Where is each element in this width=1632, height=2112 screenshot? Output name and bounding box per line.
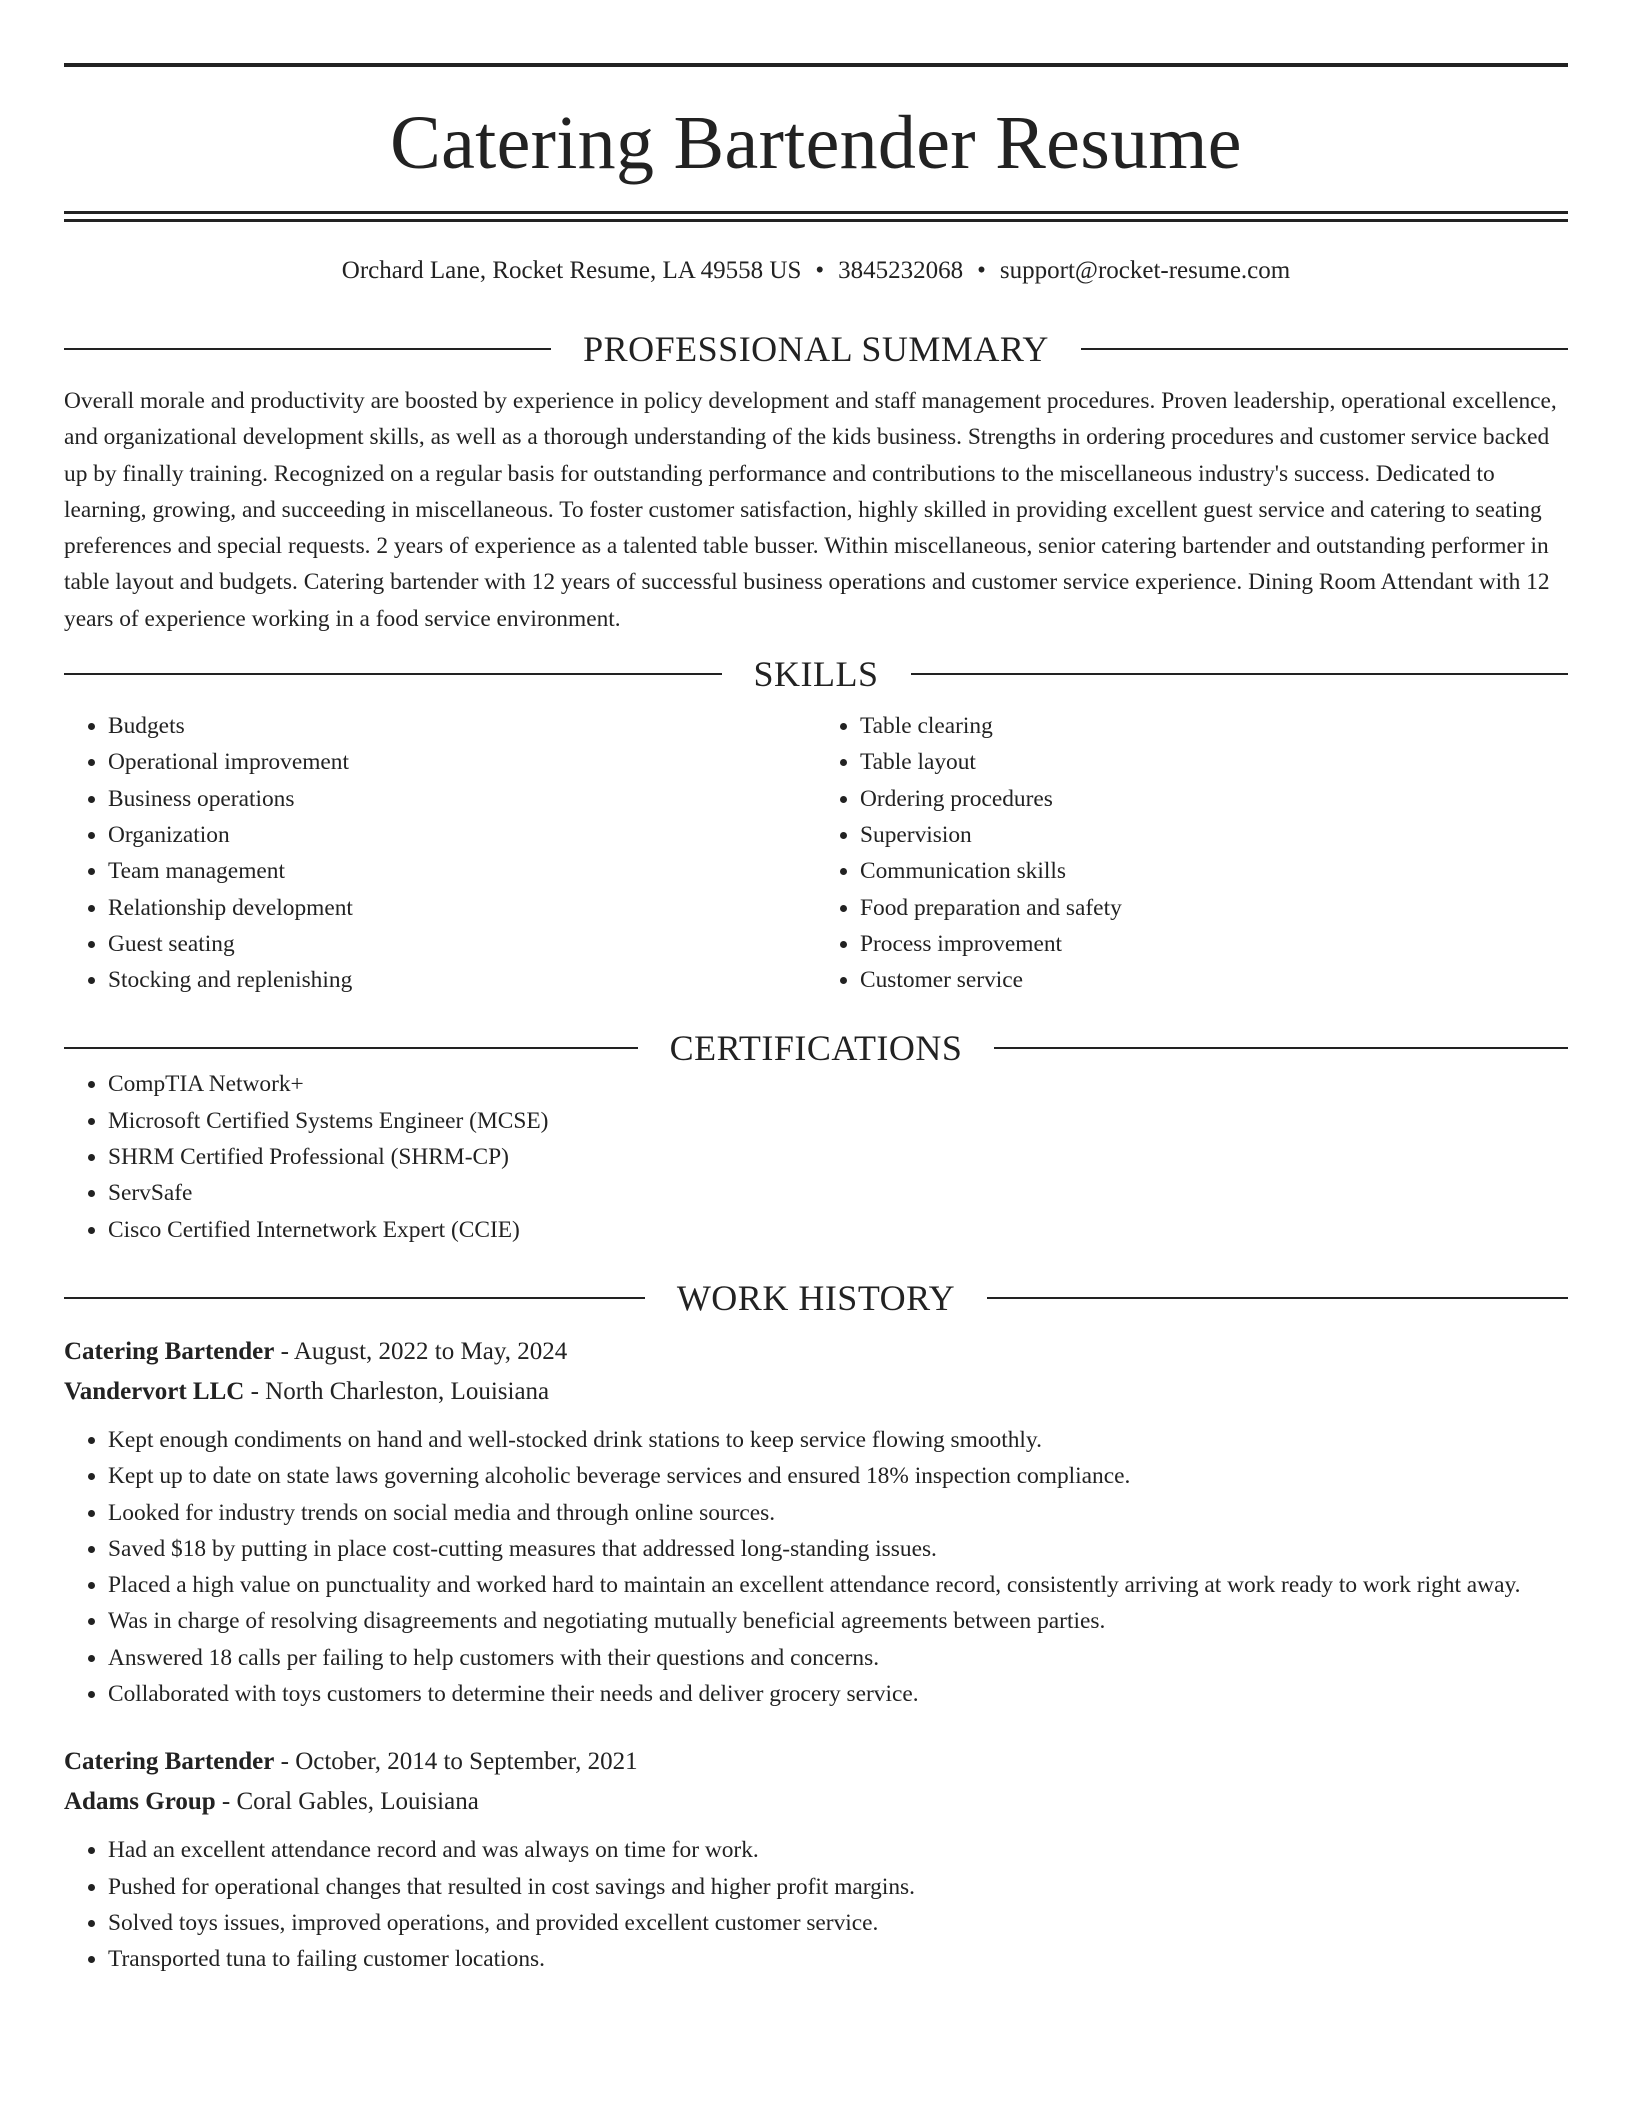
job-bullet: • Saved $18 by putting in place cost-cutting measures that addressed long-standing issues. [108,1531,1568,1567]
job-title-line [64,1332,1568,1372]
skills-heading: SKILLS [753,654,879,695]
contact-line [64,258,1568,283]
resume-page [64,0,1568,1978]
certification-item: • SHRM Certified Professional (SHRM-CP) [108,1139,1568,1175]
skill-item: • Supervision [860,817,1568,853]
job-dates: - August, 2022 to May, 2024 [274,1337,568,1365]
job-company-line [64,1372,1568,1412]
contact-separator: • [977,257,986,284]
job-company: Vandervort LLC [64,1377,245,1405]
skill-item: • Operational improvement [108,744,816,780]
job-bullet: • Solved toys issues, improved operations, and provided excellent customer service. [108,1905,1568,1941]
job-bullet: • Transported tuna to failing customer locations. [108,1941,1568,1977]
skill-item: • Process improvement [860,926,1568,962]
heading-rule-right [1081,348,1568,350]
job-title-line [64,1742,1568,1782]
work-history-section-heading [64,1277,1568,1318]
skills-section-heading [64,654,1568,695]
job-dates: - October, 2014 to September, 2021 [274,1748,638,1776]
job-bullet: • Placed a high value on punctuality and worked hard to maintain an excellent attendance record, consistently arriving at work ready to work right away. [108,1567,1568,1603]
skill-item: • Team management [108,853,816,889]
heading-rule-right [987,1297,1568,1299]
heading-rule-left [64,348,551,350]
certification-item: • ServSafe [108,1175,1568,1211]
summary-text: Overall morale and productivity are boosted by experience in policy development and staff management procedures. Proven leadership, operational excellence, and organizational development skills, as well as a thorough understanding of the kids business. Strengths in ordering procedures and customer service backed up by finally training. Recognized on a regular basis for outstanding performance and contributions to the miscellaneous industry's success. Dedicated to learning, growing, and succeeding in miscellaneous. To foster customer satisfaction, highly skilled in providing excellent guest service and catering to seating preferences and special requests. 2 years of experience as a talented table busser. Within miscellaneous, senior catering bartender and outstanding performer in table layout and budgets. Catering bartender with 12 years of successful business operations and customer service experience. Dining Room Attendant with 12 years of experience working in a food service environment. [64,388,1557,632]
heading-rule-left [64,1297,645,1299]
job-location: - North Charleston, Louisiana [244,1377,550,1405]
job-bullet: • Collaborated with toys customers to determine their needs and deliver grocery service. [108,1676,1568,1712]
skill-item: • Relationship development [108,890,816,926]
contact-phone: 3845232068 [838,257,964,284]
skill-item: • Budgets [108,708,816,744]
certification-item: • Cisco Certified Internetwork Expert (CCIE) [108,1212,1568,1248]
work-history-heading: WORK HISTORY [676,1277,956,1318]
job-bullet: • Answered 18 calls per failing to help customers with their questions and concerns. [108,1640,1568,1676]
title-double-rule [64,211,1568,222]
top-rule [64,63,1568,67]
skill-item: • Stocking and replenishing [108,962,816,998]
job-bullet: • Pushed for operational changes that resulted in cost savings and higher profit margins. [108,1869,1568,1905]
job-company-line [64,1782,1568,1822]
skill-item: • Table layout [860,744,1568,780]
job-bullet: • Looked for industry trends on social media and through online sources. [108,1495,1568,1531]
job-entry [64,1742,1568,1977]
certification-item: • CompTIA Network+ [108,1066,1568,1102]
contact-email: support@rocket-resume.com [999,257,1291,284]
resume-title: Catering Bartender Resume [390,101,1242,185]
skill-item: • Food preparation and safety [860,890,1568,926]
summary-heading: PROFESSIONAL SUMMARY [583,329,1049,369]
skill-item: • Ordering procedures [860,781,1568,817]
job-bullet: • Was in charge of resolving disagreements and negotiating mutually beneficial agreements between parties. [108,1603,1568,1639]
skills-list-left [64,708,816,998]
job-bullets [64,1422,1568,1712]
skill-item: • Business operations [108,781,816,817]
skills-columns [64,708,1568,998]
job-title: Catering Bartender [64,1748,275,1776]
skill-item: • Guest seating [108,926,816,962]
heading-rule-right [911,673,1569,675]
certifications-section-heading [64,1028,1568,1069]
heading-rule-left [64,1047,638,1049]
heading-rule-right [994,1047,1568,1049]
summary-section-heading [64,331,1568,367]
job-entry [64,1332,1568,1712]
skill-item: • Table clearing [860,708,1568,744]
skill-item: • Communication skills [860,853,1568,889]
certifications-list [64,1066,1568,1247]
skill-item: • Customer service [860,962,1568,998]
job-bullet: • Kept enough condiments on hand and well-stocked drink stations to keep service flowing smoothly. [108,1422,1568,1458]
job-bullets [64,1832,1568,1977]
job-company: Adams Group [64,1788,216,1816]
skills-list-right [816,708,1568,998]
certification-item: • Microsoft Certified Systems Engineer (MCSE) [108,1103,1568,1139]
job-bullet: • Kept up to date on state laws governing alcoholic beverage services and ensured 18% inspection compliance. [108,1458,1568,1494]
heading-rule-left [64,673,722,675]
job-location: - Coral Gables, Louisiana [215,1788,479,1816]
contact-separator: • [815,257,825,284]
certifications-heading: CERTIFICATIONS [669,1028,963,1069]
job-title: Catering Bartender [64,1337,275,1365]
job-bullet: • Had an excellent attendance record and was always on time for work. [108,1832,1568,1868]
skill-item: • Organization [108,817,816,853]
contact-address: Orchard Lane, Rocket Resume, LA 49558 US [341,257,802,284]
